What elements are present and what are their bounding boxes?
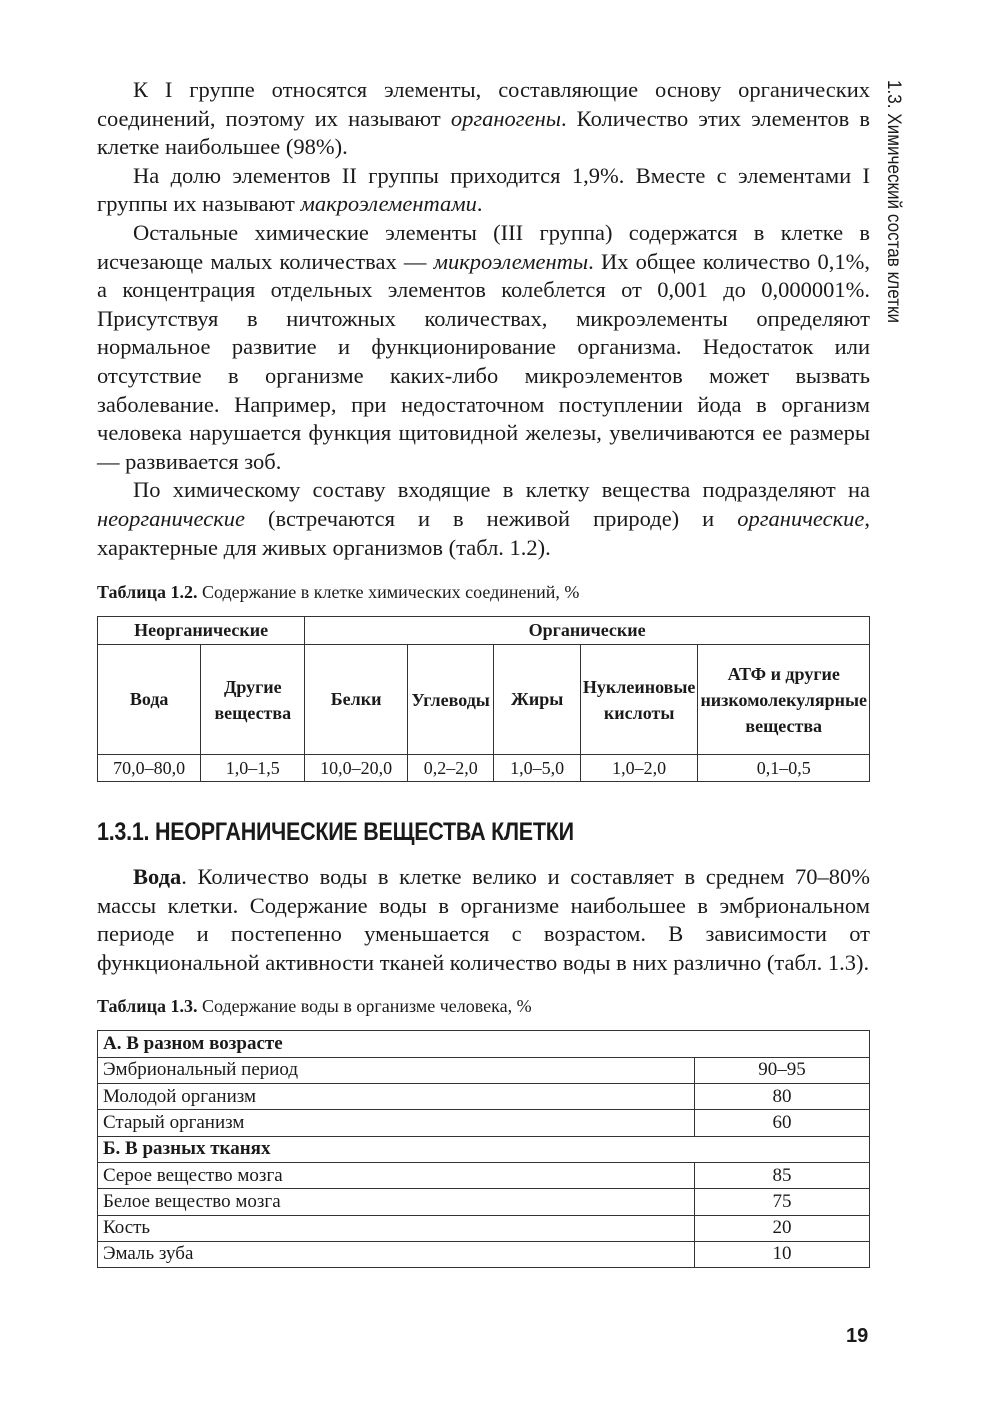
paragraph-text: (встречаются и в неживой природе) и — [244, 505, 738, 531]
water-paragraph-text: . Количество воды в клетке велико и составляет в среднем 70–80% массы клетки. Содержание воды в организме наибольшее в эмбриональном периоде и постепенно уменьшается с возрастом. В зависимости от функциональной активности тканей количество воды в них различно (табл. 1.3). — [97, 864, 870, 975]
table-1-2-col-header: АТФ и другие низкомолекулярные вещества — [698, 645, 870, 755]
table-row — [98, 1110, 870, 1136]
paragraph-text: Остальные химические элементы (III группа) содержатся в клетке в исчезающе малых количествах — — [97, 219, 870, 274]
paragraph-text: . Количество этих элементов в клетке наибольшее (98%). — [97, 105, 870, 160]
table-1-2-value: 1,0–5,0 — [494, 755, 580, 782]
table-1-2-value: 70,0–80,0 — [98, 755, 201, 782]
table-1-3-section-b: Б. В разных тканях — [98, 1136, 870, 1162]
table-1-2-caption-label: Таблица 1.2. — [97, 582, 198, 603]
table-1-2 — [97, 616, 870, 782]
table-1-3-label: Молодой организм — [98, 1084, 695, 1110]
intro-paragraphs — [97, 76, 870, 562]
running-header-text: 1.3. Химический состав клетки — [883, 80, 904, 324]
italic-term: органогены — [450, 105, 561, 131]
table-row — [98, 1162, 870, 1188]
section-heading: 1.3.1. НЕОРГАНИЧЕСКИЕ ВЕЩЕСТВА КЛЕТКИ — [97, 818, 574, 847]
table-row — [98, 1084, 870, 1110]
table-1-2-group-inorganic: Неорганические — [98, 617, 305, 645]
paragraph-text: . Их общее количество 0,1%, а концентрация отдельных элементов колеблется от 0,001 до 0,000001%. Присутствуя в ничтожных количествах, микроэлементы определяют нормальное развитие и функционирование организма. Недостаток или отсутствие в организме каких-либо микроэлементов может вызвать заболевание. Например, при недостаточном поступлении йода в организм человека нарушается функция щитовидной железы, увеличиваются ее размеры — развивается зоб. — [97, 248, 870, 474]
body-paragraph — [97, 476, 870, 562]
table-1-3-value: 80 — [695, 1084, 870, 1110]
table-1-2-col-header: Углеводы — [407, 645, 494, 755]
table-1-3-label: Старый организм — [98, 1110, 695, 1136]
paragraph-text: К I группе относятся элементы, составляющие основу органических соединений, поэтому их называют — [97, 77, 870, 131]
table-1-3-value: 90–95 — [695, 1057, 870, 1083]
running-header — [874, 80, 910, 360]
table-1-2-value: 0,1–0,5 — [698, 755, 870, 782]
table-1-3-value: 20 — [695, 1215, 870, 1241]
page-number: 19 — [846, 1325, 869, 1347]
table-row — [98, 1057, 870, 1083]
body-paragraph — [97, 162, 870, 219]
table-1-3-label: Белое вещество мозга — [98, 1189, 695, 1215]
table-row — [98, 1189, 870, 1215]
table-1-3-section-a: А. В разном возрасте — [98, 1031, 870, 1057]
table-1-2-value: 1,0–2,0 — [580, 755, 698, 782]
water-paragraph-lead: Вода — [133, 864, 182, 890]
table-1-3-value: 10 — [695, 1241, 870, 1267]
table-1-3-value: 85 — [695, 1162, 870, 1188]
paragraph-text: , характерные для живых организмов (табл. 1.2). — [97, 505, 870, 560]
paragraph-text: . — [476, 191, 483, 217]
table-1-3-label: Эмбриональный период — [98, 1057, 695, 1083]
table-1-3-value: 75 — [695, 1189, 870, 1215]
water-paragraph — [97, 863, 870, 977]
italic-term: неорганические — [97, 505, 245, 531]
table-1-2-caption-text: Содержание в клетке химических соединений, % — [201, 582, 580, 603]
paragraph-text: На долю элементов II группы приходится 1,9%. Вместе с элементами I группы их называют — [97, 162, 870, 217]
table-1-3-caption — [97, 994, 870, 1018]
table-1-3-label: Серое вещество мозга — [98, 1162, 695, 1188]
italic-term: микроэлементы — [433, 248, 589, 274]
table-1-3 — [97, 1030, 870, 1268]
table-1-3-value: 60 — [695, 1110, 870, 1136]
table-row — [98, 1241, 870, 1267]
body-paragraph — [97, 219, 870, 476]
table-1-3-caption-text: Содержание воды в организме человека, % — [201, 996, 532, 1017]
table-1-2-col-header: Вода — [98, 645, 201, 755]
body-paragraph — [97, 76, 870, 162]
table-1-3-label: Кость — [98, 1215, 695, 1241]
table-1-2-group-organic: Органические — [305, 617, 870, 645]
table-1-3-caption-label: Таблица 1.3. — [97, 996, 198, 1017]
table-1-2-caption — [97, 580, 870, 604]
table-row — [98, 1215, 870, 1241]
table-1-2-col-header: Белки — [305, 645, 408, 755]
table-1-2-col-header: Жиры — [494, 645, 580, 755]
italic-term: органические — [737, 505, 865, 531]
table-1-3-label: Эмаль зуба — [98, 1241, 695, 1267]
italic-term: макроэлементами — [300, 191, 477, 217]
page-content — [97, 76, 870, 1268]
table-1-2-value: 0,2–2,0 — [407, 755, 494, 782]
table-1-2-col-header: Другие вещества — [201, 645, 305, 755]
paragraph-text: По химическому составу входящие в клетку вещества подразделяют на — [133, 477, 870, 503]
table-1-2-value: 10,0–20,0 — [305, 755, 408, 782]
table-1-2-value: 1,0–1,5 — [201, 755, 305, 782]
table-1-2-col-header: Нуклеиновые кислоты — [580, 645, 698, 755]
